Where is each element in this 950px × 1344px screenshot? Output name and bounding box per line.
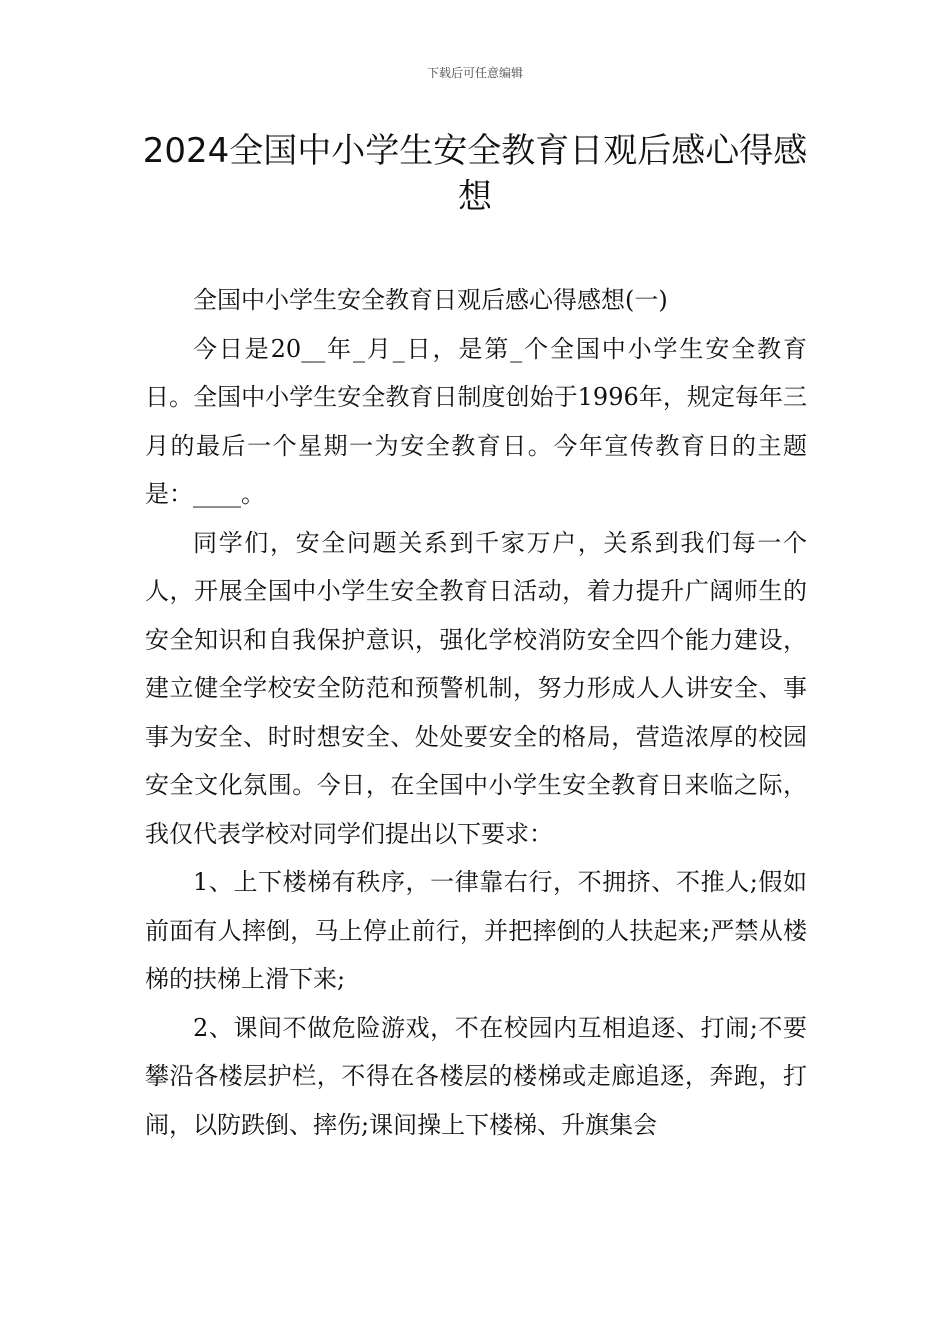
paragraph-intro: 今日是20__年_月_日，是第_个全国中小学生安全教育日。全国中小学生安全教育日制度创始于1996年，规定每年三月的最后一个星期一为安全教育日。今年宣传教育日的主题是：____。 <box>145 334 807 508</box>
document-body <box>145 276 807 1149</box>
page-header-note: 下载后可任意编辑 <box>426 66 523 80</box>
paragraph-rule-2: 2、课间不做危险游戏，不在校园内互相追逐、打闹;不要攀沿各楼层护栏，不得在各楼层的楼梯或走廊追逐，奔跑，打闹，以防跌倒、摔伤;课间操上下楼梯、升旗集会 <box>145 1013 807 1139</box>
paragraph-subtitle: 全国中小学生安全教育日观后感心得感想(一) <box>193 286 668 314</box>
paragraph-rule-1: 1、上下楼梯有秩序，一律靠右行，不拥挤、不推人;假如前面有人摔倒，马上停止前行，并把摔倒的人扶起来;严禁从楼梯的扶梯上滑下来; <box>145 868 807 993</box>
document-title: 2024全国中小学生安全教育日观后感心得感想 <box>142 131 808 217</box>
paragraph-main: 同学们，安全问题关系到千家万户，关系到我们每一个人，开展全国中小学生安全教育日活动，着力提升广阔师生的安全知识和自我保护意识，强化学校消防安全四个能力建设，建立健全学校安全防范和预警机制，努力形成人人讲安全、事事为安全、时时想安全、处处要安全的格局，营造浓厚的校园安全文化氛围。今日，在全国中小学生安全教育日来临之际，我仅代表学校对同学们提出以下要求： <box>145 528 807 848</box>
